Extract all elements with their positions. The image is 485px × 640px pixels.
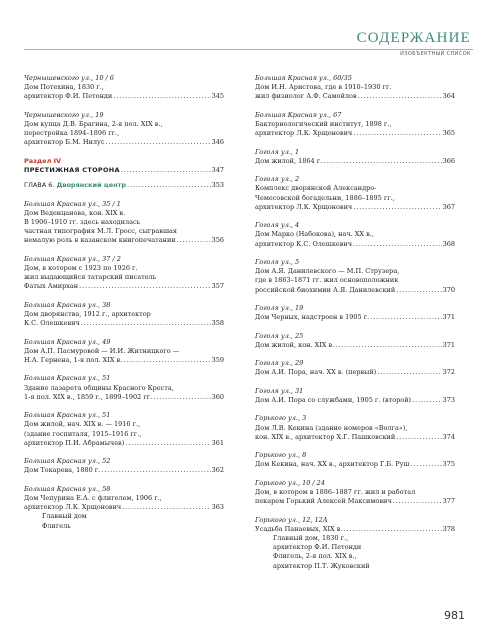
entry-text: Дом, в котором с 1923 по 1926 г. [24, 264, 138, 272]
entry-text: Дом купца Д.В. Брагина, 2-я пол. XIX в., [24, 120, 163, 128]
dot-leader [122, 503, 210, 512]
dot-leader [123, 356, 210, 365]
entry-last-line [255, 286, 455, 295]
right-column [255, 74, 455, 580]
street-address: Чернышевского ул., 10 / 6 [24, 74, 114, 82]
entry-text: Дом Веденцанова, кон. XIX в. [24, 208, 126, 217]
entry-last-line [255, 157, 455, 166]
entry-text: российской биохимии А.Я. Данилевский [255, 285, 396, 294]
header-rule [24, 49, 473, 50]
page-ref: 360 [211, 392, 224, 401]
page-ref: 363 [211, 503, 224, 512]
header-subtitle: ИЗОБЪЕКТНЫЙ СПИСОК [400, 51, 471, 57]
toc-entry [255, 74, 455, 102]
entry-last-line [255, 341, 455, 350]
dot-leader [396, 433, 441, 442]
entry-last-line [24, 92, 224, 101]
entry-text: К.С. Олешкевич [24, 319, 80, 328]
toc-entry [24, 301, 224, 329]
toc-entry [255, 387, 455, 405]
street-address: Большая Красная ул., 67 [255, 110, 342, 119]
entry-text: Комплекс дворянской Александро- [255, 184, 377, 193]
dot-leader [125, 439, 210, 448]
page-ref: 347 [211, 166, 224, 174]
dot-leader [412, 396, 441, 405]
entry-text: архитектор П.И. Абрамычев) [24, 438, 125, 447]
street-address: Гоголя ул., 31 [255, 386, 304, 395]
entry-last-line [255, 525, 455, 534]
dot-leader [353, 129, 441, 138]
entry-text: частная типография М.Л. Гросс, сыгравшая [24, 227, 177, 236]
page-ref: 372 [442, 368, 455, 377]
entry-last-line [255, 92, 455, 101]
street-address: Большая Красная ул., 60/35 [255, 74, 352, 82]
sub-item: Главный дом, 1830 г., [273, 533, 349, 542]
page-ref: 370 [442, 285, 455, 294]
street-address: Горького ул., 12, 12А [255, 515, 328, 524]
dot-leader [121, 166, 211, 175]
entry-last-line [24, 503, 224, 512]
entry-text: Дом Черных, надстроен в 1905 г. [255, 313, 370, 322]
entry-last-line [255, 460, 455, 469]
entry-text: архитектор Л.К. Хрщонович [255, 202, 353, 211]
entry-last-line [255, 433, 455, 442]
toc-entry [255, 332, 455, 350]
entry-text: архитектор Б.М. Нилус [24, 138, 105, 147]
entry-text: архитектор Ф.И. Петонди [24, 92, 113, 101]
sub-item: архитектор П.Т. Жуковский [273, 561, 370, 570]
toc-entry [24, 411, 224, 448]
entry-last-line [24, 236, 224, 245]
entry-text: Н.А. Гернена, 1-я пол. XIX в. [24, 356, 123, 364]
page-ref: 371 [442, 340, 455, 349]
dot-leader [323, 157, 441, 166]
entry-last-line [24, 319, 224, 328]
dot-leader [81, 319, 211, 328]
page-ref: 367 [442, 202, 455, 211]
dot-leader [411, 460, 442, 469]
entry-last-line [24, 282, 224, 291]
entry-text: архитектор Л.К. Хрщонович [24, 503, 122, 512]
entry-text: Дом Кекина, нач. XX в., архитектор Г.Б. Руш [255, 460, 410, 469]
entry-last-line [24, 466, 224, 475]
page-ref: 356 [211, 236, 224, 245]
dot-leader [177, 236, 211, 245]
toc-entry [255, 414, 455, 442]
page-ref: 359 [211, 356, 224, 364]
dot-leader [106, 138, 211, 147]
header-title: СОДЕРЖАНИЕ [356, 30, 471, 46]
left-column [24, 74, 224, 540]
chapter-line [24, 181, 224, 190]
entry-text: Бактериологический институт, 1898 г., [255, 120, 392, 128]
dot-leader [370, 313, 441, 322]
entry-text: Дом жилой, кон. XIX в. [255, 340, 335, 349]
entry-text: Фатых Амирхан [24, 282, 79, 291]
entry-text: 1-я пол. XIX в., 1859 г., 1899–1902 гг. [24, 392, 153, 401]
street-address: Гоголя ул., 19 [255, 303, 304, 312]
entry-last-line [255, 396, 455, 405]
street-address: Чернышевского ул., 19 [24, 110, 104, 119]
page-ref: 353 [211, 181, 224, 190]
entry-text: где в 1863–1871 гг. жил основоположник [255, 276, 399, 285]
page-ref: 368 [442, 239, 455, 248]
street-address: Большая Красная ул., 58 [24, 484, 111, 493]
entry-last-line [24, 138, 224, 147]
entry-text: Чемесовской богадельни, 1886–1895 гг., [255, 193, 395, 202]
dot-leader [113, 92, 210, 101]
toc-entry [255, 451, 455, 469]
street-address: Гоголя ул., 2 [255, 175, 300, 184]
entry-text: Усадьба Панаевых, XIX в. [255, 524, 343, 533]
toc-entry [24, 374, 224, 402]
street-address: Гоголя ул., 4 [255, 221, 300, 230]
entry-last-line [255, 240, 455, 249]
entry-text: Дом, в котором в 1886–1887 гг. жил и работал [255, 487, 416, 496]
entry-text: перестройка 1894–1896 гг., [24, 129, 120, 138]
dot-leader [353, 240, 442, 249]
dot-leader [393, 497, 442, 506]
street-address: Горького ул., 3 [255, 414, 307, 423]
sub-item: Главный дом [42, 512, 87, 521]
street-address: Гоголя ул., 5 [255, 257, 300, 266]
page-ref: 361 [211, 438, 224, 447]
entry-text: Дом А.П. Пасмуровой — И.И. Житницкого — [24, 346, 180, 355]
sub-item: Флигель [42, 521, 71, 530]
entry-text: немалую роль в казанском книгопечатании [24, 236, 176, 245]
dot-leader [343, 525, 441, 534]
street-address: Большая Красная ул., 49 [24, 337, 111, 346]
dot-leader [358, 92, 442, 101]
page-ref: 345 [211, 92, 224, 101]
entry-text: Дом дворянства, 1912 г., архитектор [24, 310, 151, 318]
page-ref: 362 [211, 466, 224, 475]
toc-entry [24, 111, 224, 148]
toc-entry [255, 175, 455, 212]
entry-text: Дом Л.В. Кекина (здание номеров «Волга»), [255, 423, 408, 432]
page-ref: 373 [442, 395, 455, 404]
toc-entry [255, 111, 455, 139]
street-address: Большая Красная ул., 51 [24, 374, 111, 383]
street-address: Большая Красная ул., 51 [24, 411, 111, 420]
entry-text: пекарем Горький Алексей Максимович [255, 497, 392, 506]
dot-leader [79, 282, 210, 291]
page-ref: 374 [442, 432, 455, 441]
toc-entry [255, 148, 455, 166]
chapter-label: ГЛАВА 6. [24, 181, 55, 190]
entry-last-line [255, 368, 455, 377]
entry-last-line [24, 393, 224, 402]
chapter-title: Дворянский центр [56, 181, 127, 190]
toc-entry [255, 221, 455, 249]
entry-text: Дом Потехина, 1830 г., [24, 83, 104, 92]
page-number: 981 [444, 609, 465, 622]
page-ref: 378 [442, 524, 455, 533]
street-address: Большая Красная ул., 37 / 2 [24, 254, 121, 263]
street-address: Гоголя ул., 29 [255, 359, 304, 368]
page-ref: 377 [442, 497, 455, 506]
toc-entry [255, 359, 455, 377]
dot-leader [353, 203, 441, 212]
toc-entry [255, 258, 455, 295]
street-address: Гоголя ул., 25 [255, 331, 304, 340]
entry-last-line [255, 129, 455, 138]
page-ref: 358 [211, 319, 224, 328]
toc-entry [24, 485, 224, 531]
entry-last-line [24, 439, 224, 448]
toc-entry [24, 457, 224, 475]
entry-last-line [255, 313, 455, 322]
street-address: Горького ул., 8 [255, 451, 307, 460]
toc-entry [255, 479, 455, 507]
entry-text: В 1906–1910 гг. здесь находилась [24, 218, 141, 226]
sub-item: Флигель, 2-я пол. XIX в., [273, 552, 357, 561]
toc-entry [24, 255, 224, 292]
entry-last-line [255, 497, 455, 506]
page-ref: 357 [211, 282, 224, 291]
entry-text: жил физиолог А.Ф. Самойлов [255, 92, 357, 101]
entry-last-line [24, 356, 224, 365]
entry-text: Дом Марко (Набокова), нач. XX в., [255, 230, 374, 239]
section-title-line [24, 166, 224, 175]
entry-text: Дом А.Я. Данилевского — М.П. Струзера, [255, 267, 400, 276]
entry-text: архитектор Л.К. Хрщонович [255, 129, 353, 138]
page-ref: 365 [442, 129, 455, 138]
page-ref: 364 [442, 92, 455, 101]
section-title: ПРЕСТИЖНАЯ СТОРОНА [24, 166, 120, 174]
dot-leader [377, 368, 441, 377]
toc-entry [24, 200, 224, 246]
dot-leader [153, 393, 210, 402]
toc-entry [255, 516, 455, 571]
entry-text: (здание госпиталя, 1915–1916 гг., [24, 429, 142, 438]
entry-text: Дом И.Н. Аристова, где в 1910–1930 гг. [255, 83, 392, 92]
page-ref: 375 [442, 460, 455, 469]
page-ref: 366 [442, 156, 455, 165]
dot-leader [101, 466, 210, 475]
entry-text: архитектор К.С. Олешкевич [255, 239, 353, 248]
street-address: Большая Красная ул., 35 / 1 [24, 199, 121, 208]
entry-text: Дом Чепурина Е.А. с флигелем, 1906 г., [24, 493, 162, 502]
entry-text: Дом жилой, нач. XIX в. — 1916 г., [24, 420, 141, 429]
entry-text: Дом А.И. Пора, нач. XX в. (первый) [255, 368, 377, 377]
street-address: Большая Красная ул., 38 [24, 300, 111, 309]
sub-item: архитектор Ф.И. Петонди [273, 543, 362, 552]
entry-text: Здание лазарета общины Красного Креста, [24, 383, 174, 392]
entry-text: Дом жилой, 1864 г. [255, 156, 323, 165]
dot-leader [396, 286, 441, 295]
page-ref: 371 [442, 313, 455, 322]
page-ref: 346 [211, 138, 224, 147]
entry-text: жил выдающийся татарский писатель [24, 273, 157, 282]
entry-text: кон. XIX в., архитектор Х.Г. Пашковский [255, 432, 396, 441]
toc-entry [255, 304, 455, 322]
street-address: Гоголя ул., 1 [255, 147, 300, 156]
dot-leader [127, 181, 211, 190]
section-header: Раздел IV [24, 156, 62, 165]
dot-leader [335, 341, 441, 350]
toc-entry [24, 74, 224, 102]
street-address: Большая Красная ул., 52 [24, 457, 111, 466]
street-address: Горького ул., 10 / 24 [255, 478, 325, 487]
toc-entry [24, 338, 224, 366]
entry-text: Дом Токарева, 1880 г. [24, 466, 101, 475]
entry-last-line [255, 203, 455, 212]
entry-text: Дом А.И. Пора со службами, 1905 г. (второй) [255, 395, 412, 404]
